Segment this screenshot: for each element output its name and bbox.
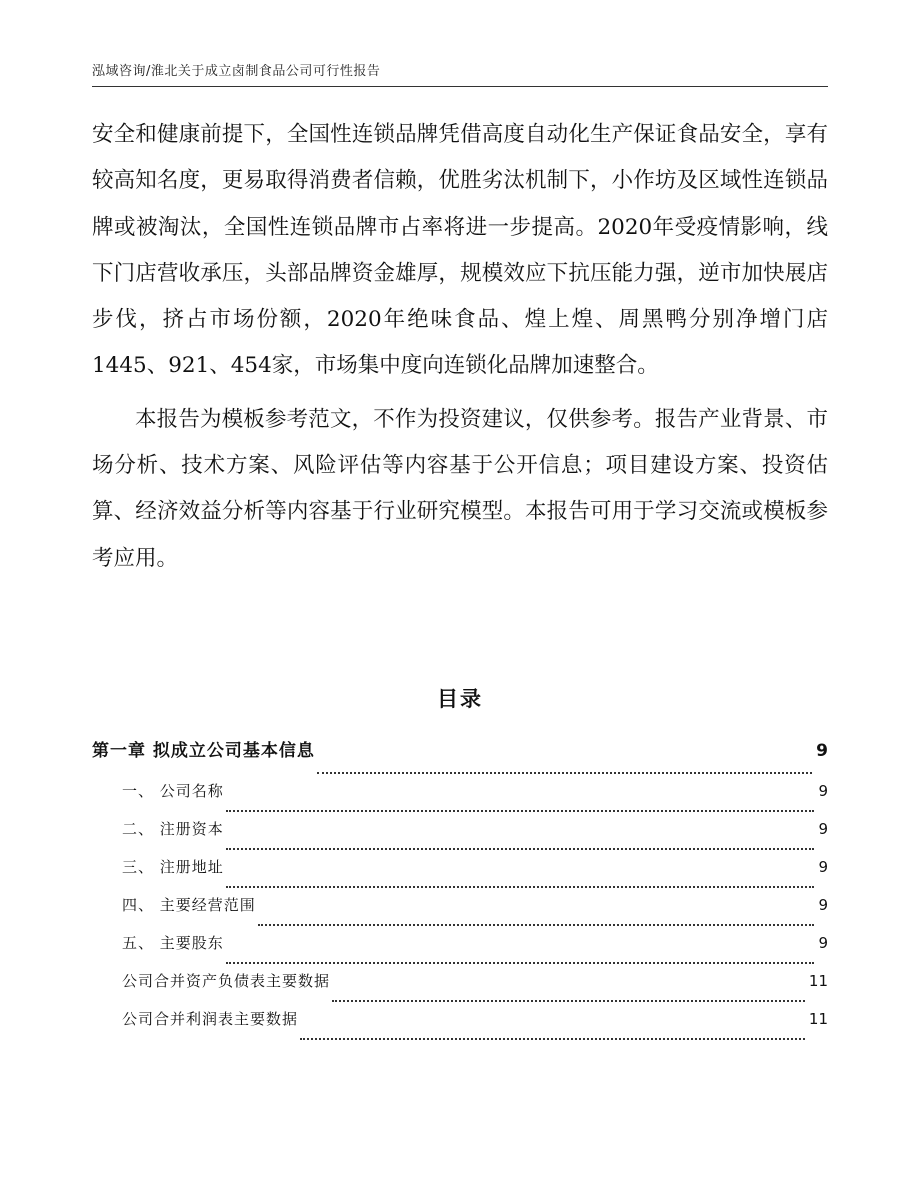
toc-leader-dots [317, 772, 812, 774]
toc-entry-label: 第一章 拟成立公司基本信息 [92, 741, 315, 761]
body-paragraph-2: 本报告为模板参考范文，不作为投资建议，仅供参考。报告产业背景、市场分析、技术方案、风险评估等内容基于公开信息；项目建设方案、投资估算、经济效益分析等内容基于行业研究模型。本报告可用于学习交流或模板参考应用。 [92, 406, 828, 571]
toc-title: 目录 [437, 687, 483, 711]
toc-item-registered-capital[interactable] [92, 818, 828, 856]
toc-item-company-name[interactable] [92, 780, 828, 818]
toc-page-number: 9 [818, 820, 828, 838]
toc-entry-label: 公司合并利润表主要数据 [122, 1010, 299, 1028]
toc-entry-label: 一、 公司名称 [122, 782, 224, 800]
toc-leader-dots [226, 848, 815, 850]
toc-page-number: 9 [818, 858, 828, 876]
toc-item-balance-sheet[interactable] [92, 970, 828, 1008]
toc-leader-dots [226, 962, 815, 964]
toc-item-shareholders[interactable] [92, 932, 828, 970]
toc-entry-label: 二、 注册资本 [122, 820, 224, 838]
toc-item-income-statement[interactable] [92, 1008, 828, 1046]
toc-page-number: 11 [808, 972, 828, 990]
toc-leader-dots [226, 886, 815, 888]
body-text [92, 112, 828, 582]
toc-leader-dots [332, 1000, 805, 1002]
toc-entry-label: 四、 主要经营范围 [122, 896, 256, 914]
toc-entry-label: 五、 主要股东 [122, 934, 224, 952]
toc-page-number: 9 [818, 782, 828, 800]
toc-leader-dots [258, 924, 815, 926]
toc-leader-dots [300, 1038, 805, 1040]
toc-leader-dots [226, 810, 815, 812]
toc-chapter-1[interactable] [92, 736, 828, 780]
toc-item-business-scope[interactable] [92, 894, 828, 932]
toc-page-number: 9 [818, 934, 828, 952]
toc-page-number: 9 [816, 741, 828, 761]
toc-entry-label: 三、 注册地址 [122, 858, 224, 876]
header-divider [92, 86, 828, 87]
toc-entry-label: 公司合并资产负债表主要数据 [122, 972, 331, 990]
running-header: 泓域咨询/淮北关于成立卤制食品公司可行性报告 [92, 64, 381, 79]
table-of-contents [92, 736, 828, 1046]
body-paragraph-1: 安全和健康前提下，全国性连锁品牌凭借高度自动化生产保证食品安全，享有较高知名度，更易取得消费者信赖，优胜劣汰机制下，小作坊及区域性连锁品牌或被淘汰，全国性连锁品牌市占率将进一步提高。2020年受疫情影响，线下门店营收承压，头部品牌资金雄厚，规模效应下抗压能力强，逆市加快展店步伐，挤占市场份额，2020年绝味食品、煌上煌、周黑鸭分别净增门店1445、921、454家，市场集中度向连锁化品牌加速整合。 [92, 122, 828, 379]
toc-page-number: 11 [808, 1010, 828, 1028]
toc-item-registered-address[interactable] [92, 856, 828, 894]
toc-page-number: 9 [818, 896, 828, 914]
